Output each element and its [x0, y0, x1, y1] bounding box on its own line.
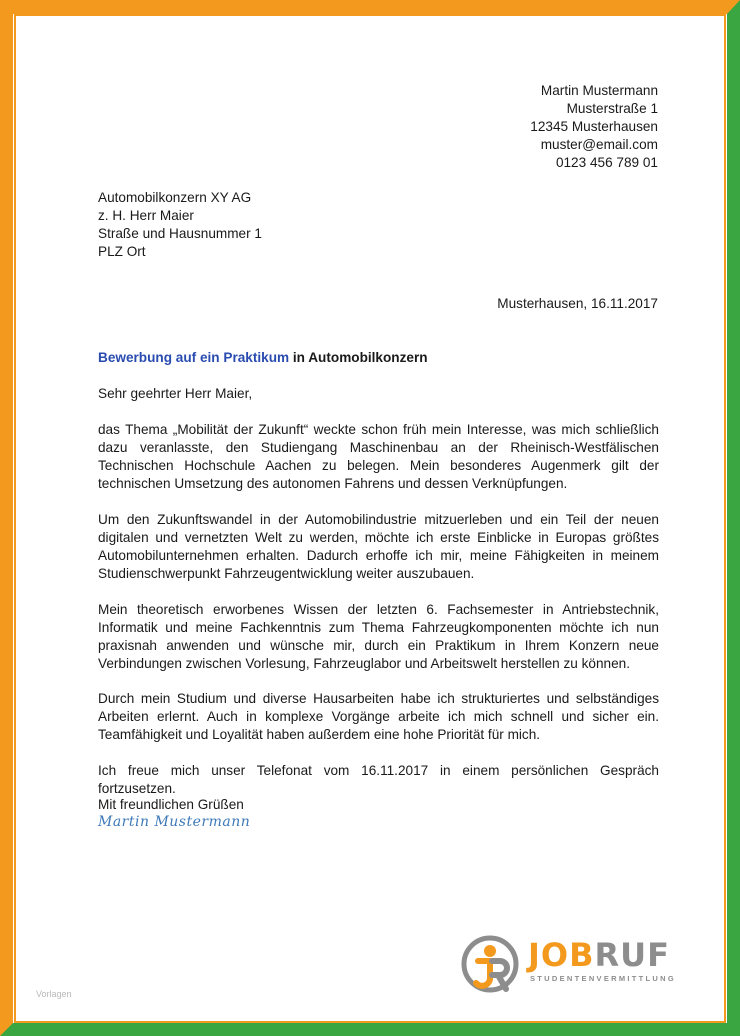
letter-date: Musterhausen, 16.11.2017: [497, 296, 658, 311]
sender-street: Musterstraße 1: [566, 101, 658, 116]
recipient-street: Straße und Hausnummer 1: [98, 226, 262, 241]
subject-line: [98, 350, 428, 365]
sender-email: muster@email.com: [540, 137, 658, 152]
recipient-block: [98, 189, 262, 261]
sender-phone: 0123 456 789 01: [555, 155, 658, 170]
watermark: Vorlagen: [36, 989, 72, 999]
paragraph-3: Mein theoretisch erworbenes Wissen der letzten 6. Fachsemester in Antriebstechnik, Informatik und meine Fachkenntnis zum Thema Fahrzeugkomponenten möchte ich nun praxisnah anwenden und wünsche mir, durch ein Praktikum in Ihrem Konzern neue Verbindungen zwischen Vorlesung, Fahrzeuglabor und Arbeitswelt herstellen zu können.: [98, 602, 659, 671]
closing: Mit freundlichen Grüßen: [98, 797, 244, 812]
salutation: Sehr geehrter Herr Maier,: [98, 386, 253, 401]
subject-rest: in Automobilkonzern: [289, 350, 428, 365]
jobruf-logo: [460, 934, 676, 998]
recipient-city: PLZ Ort: [98, 244, 146, 259]
logo-word-job: JOB: [528, 936, 595, 974]
recipient-company: Automobilkonzern XY AG: [98, 190, 252, 205]
paragraph-5: Ich freue mich unser Telefonat vom 16.11.2017 in einem persönlichen Gespräch fortzusetzen.: [98, 763, 659, 796]
paragraph-1: das Thema „Mobilität der Zukunft“ weckte schon früh mein Interesse, was mich schließlich dazu veranlasste, den Studiengang Maschinenbau an der Rheinisch-Westfälischen Technischen Hochschule Aachen zu belegen. Mein besonderes Augenmerk gilt der technischen Umsetzung des autonomen Fahrens und dessen Verknüpfungen.: [98, 422, 659, 491]
sender-city: 12345 Musterhausen: [530, 119, 658, 134]
logo-subtitle: STUDENTENVERMITTLUNG: [530, 974, 676, 983]
paragraph-2: Um den Zukunftswandel in der Automobilindustrie mitzuerleben und ein Teil der neuen digitalen und vernetzten Welt zu werden, möchte ich erste Einblicke in Europas größtes Automobilunternehmen erhalten. Dadurch erhoffe ich mir, meine Fähigkeiten in meinem Studienschwerpunkt Fahrzeugentwicklung weiter auszubauen.: [98, 512, 659, 581]
recipient-attention: z. H. Herr Maier: [98, 208, 194, 223]
logo-word-ruf: RUF: [594, 936, 670, 974]
sender-block: [530, 82, 658, 172]
logo-wordmark: [528, 936, 670, 974]
subject-highlight: Bewerbung auf ein Praktikum: [98, 350, 290, 365]
signature: Martin Mustermann: [98, 814, 251, 830]
person-jr-icon: [460, 934, 524, 998]
paragraph-4: Durch mein Studium und diverse Hausarbeiten habe ich strukturiertes und selbständiges Arbeiten erlernt. Auch in komplexe Vorgänge arbeite ich mich schnell und sicher ein. Teamfähigkeit und Loyalität haben außerdem eine hohe Priorität für mich.: [98, 691, 659, 742]
sender-name: Martin Mustermann: [540, 83, 658, 98]
